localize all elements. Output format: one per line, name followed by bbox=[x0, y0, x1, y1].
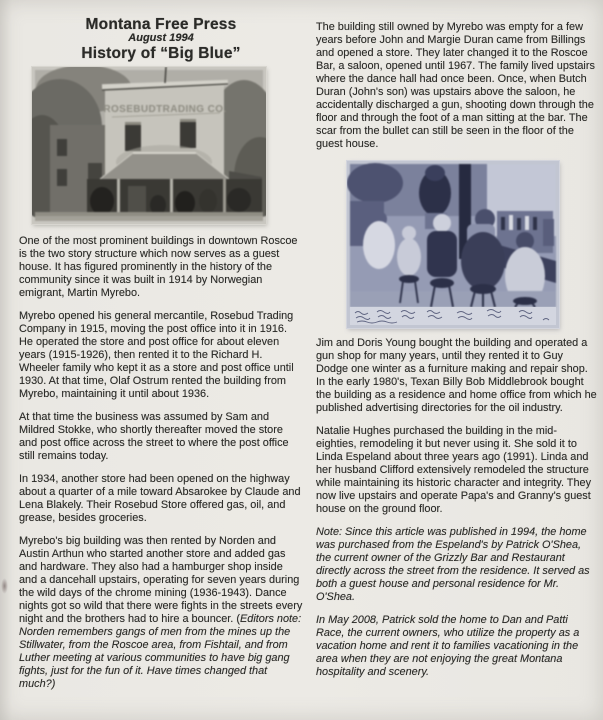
editors-note: Editors note: Norden remembers gangs of men from the mines up the Stillwater, from the Roscoe area, from Fishtail, and from Luther meeting at various communities to have big gang fights, just for the fun of it. Have times changed that much?) bbox=[19, 613, 302, 690]
right-column bbox=[316, 0, 597, 689]
para-left-5 bbox=[19, 535, 303, 691]
bar-photo-illustration bbox=[347, 161, 559, 328]
update-note-2008: In May 2008, Patrick sold the home to Dan and Patti Race, the current owners, who utilize the property as a vacation home and rent it to families vacationing in the area when they are not enjoying the great Montana hospitality and scenery. bbox=[316, 614, 580, 678]
building-sign-text: ROSEBUDTRADING CO. bbox=[103, 104, 227, 115]
para-right-3: Natalie Hughes purchased the building in the mid-eighties, remodeling it but never using it. She sold it to Linda Espeland about three years ago (1991). Linda and her husband Clifford extensively remodeled the structure while maintaining its historic character and integrity. They now live upstairs and operate Papa's and Granny's guest house on the ground floor. bbox=[316, 425, 592, 515]
article-header bbox=[23, 18, 299, 60]
para-left-2: Myrebo opened his general mercantile, Rosebud Trading Company in 1915, moving the post office into it in 1916. He operated the store and post office for about eleven years (1915-1926), then rented it to the Richard H. Wheeler family who kept it as a store and post office until 1930. At that time, Olaf Ostrum rented the building from Myrebo, maintaining it until about 1936. bbox=[19, 310, 294, 400]
para-right-1: The building still owned by Myrebo was empty for a few years before John and Margie Duran came from Billings and opened a store. They later changed it to the Roscoe Bar, a saloon, opened until 1967. The family lived upstairs where the dance hall had once been. Once, when Butch Duran (John's son) was upstairs above the saloon, he accidentally discharged a gun, shooting down through the floor and through the foot of a man sitting at the bar. The scar from the bullet can still be seen in the floor of the guest house. bbox=[316, 21, 595, 150]
scan-artifact bbox=[1, 578, 8, 594]
roscoe-bar-interior-photo bbox=[347, 161, 559, 328]
page-title: Montana Free Press bbox=[85, 16, 237, 33]
para-right-2: Jim and Doris Young bought the building and operated a gun shop for many years, until they rented it to Guy Dodge one winter as a furniture making and repair shop. In the early 1980's, Texan Billy Bob Middlebrook bought the building as a residence and home office from which he published advertising directories for the oil industry. bbox=[316, 337, 597, 414]
article-subtitle: History of “Big Blue” bbox=[81, 45, 241, 62]
para-left-3: At that time the business was assumed by Sam and Mildred Stokke, who shortly thereafter moved the store and post office across the street to where the post office still remains today. bbox=[19, 411, 289, 462]
para-left-4: In 1934, another store had been opened on the highway about a quarter of a mile toward Absarokee by Claude and Lena Blakely. Their Rosebud Store offered gas, oil, and grease, besides groceries. bbox=[19, 473, 301, 524]
article-date: August 1994 bbox=[128, 32, 194, 44]
building-photo-illustration bbox=[32, 67, 266, 224]
publishers-note: Note: Since this article was published in 1994, the home was purchased from the Espeland's by Patrick O'Shea, the current owner of the Grizzly Bar and Restaurant directly across the street from the residence. It served as both a guest house and personal residence for Mr. O'Shea. bbox=[316, 526, 590, 603]
left-column bbox=[19, 0, 303, 701]
rosebud-trading-building-photo bbox=[32, 67, 266, 224]
para-left-5-text: Myrebo's big building was then rented by Norden and Austin Arthun who started another store and added gas and hardware. They also had a hamburger shop inside and a dancehall upstairs, operating for seven years during the wild days of the chrome mining (1936-1943). Dance nights got so wild that there were fights in the streets every night and the brothers had to hire a bouncer. ( bbox=[19, 535, 303, 625]
para-left-1: One of the most prominent buildings in downtown Roscoe is the two story structure which now serves as a guest house. It has figured prominently in the history of the community since it was built in 1914 by Norwegian emigrant, Martin Myrebo. bbox=[19, 235, 298, 299]
